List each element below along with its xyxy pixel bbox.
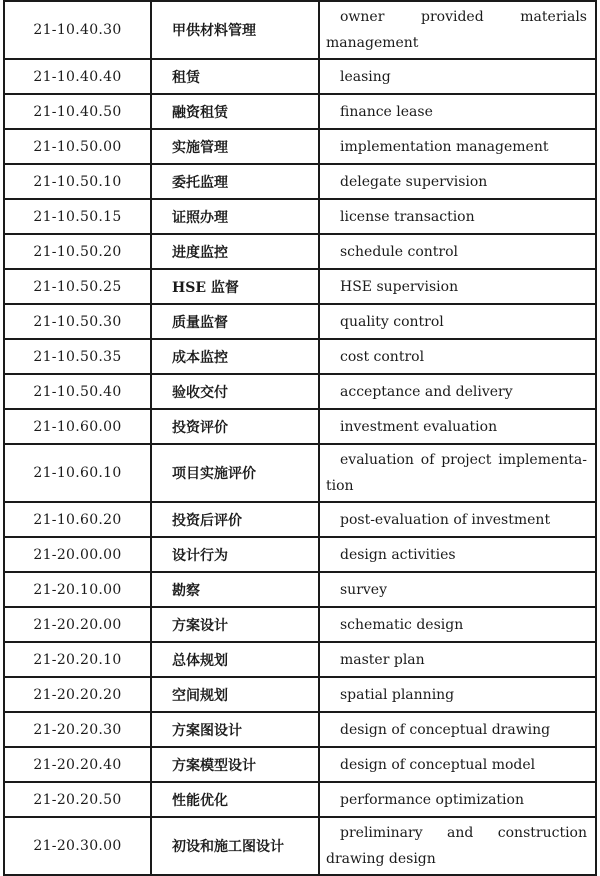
- code-cell: 21-10.60.10: [4, 444, 151, 502]
- chinese-term-cell: 总体规划: [151, 642, 319, 677]
- english-term-cell: schematic design: [319, 607, 596, 642]
- table-body: [4, 1, 596, 875]
- code-cell: 21-20.20.30: [4, 712, 151, 747]
- code-cell: 21-10.40.40: [4, 59, 151, 94]
- chinese-term-cell: 设计行为: [151, 537, 319, 572]
- code-cell: 21-10.50.25: [4, 269, 151, 304]
- english-term-cell: investment evaluation: [319, 409, 596, 444]
- code-cell: 21-20.20.10: [4, 642, 151, 677]
- chinese-term-cell: 成本监控: [151, 339, 319, 374]
- chinese-term-cell: 方案图设计: [151, 712, 319, 747]
- table-row: [4, 782, 596, 817]
- english-term-cell: preliminary and construction drawing design: [319, 817, 596, 875]
- table-row: [4, 642, 596, 677]
- table-row: [4, 129, 596, 164]
- table-row: [4, 164, 596, 199]
- table-row: [4, 339, 596, 374]
- table-row: [4, 234, 596, 269]
- english-term-cell: performance optimization: [319, 782, 596, 817]
- chinese-term-cell: 质量监督: [151, 304, 319, 339]
- english-term-cell: schedule control: [319, 234, 596, 269]
- english-term-cell: post-evaluation of investment: [319, 502, 596, 537]
- english-term-cell: leasing: [319, 59, 596, 94]
- chinese-term-cell: 投资评价: [151, 409, 319, 444]
- code-cell: 21-10.50.00: [4, 129, 151, 164]
- code-cell: 21-20.30.00: [4, 817, 151, 875]
- english-term-cell: delegate supervision: [319, 164, 596, 199]
- table-row: [4, 572, 596, 607]
- chinese-term-cell: 空间规划: [151, 677, 319, 712]
- table-row: [4, 199, 596, 234]
- code-cell: 21-10.50.15: [4, 199, 151, 234]
- chinese-term-cell: 勘察: [151, 572, 319, 607]
- code-cell: 21-20.20.00: [4, 607, 151, 642]
- code-cell: 21-10.50.20: [4, 234, 151, 269]
- english-term-cell: spatial planning: [319, 677, 596, 712]
- chinese-term-cell: 方案模型设计: [151, 747, 319, 782]
- table-row: [4, 502, 596, 537]
- code-cell: 21-10.60.20: [4, 502, 151, 537]
- english-term-cell: design of conceptual drawing: [319, 712, 596, 747]
- chinese-term-cell: 验收交付: [151, 374, 319, 409]
- code-cell: 21-20.20.20: [4, 677, 151, 712]
- table-row: [4, 677, 596, 712]
- table-row: [4, 747, 596, 782]
- code-cell: 21-10.50.40: [4, 374, 151, 409]
- english-term-cell: implementation management: [319, 129, 596, 164]
- chinese-term-cell: 项目实施评价: [151, 444, 319, 502]
- table-row: [4, 269, 596, 304]
- table-row: [4, 537, 596, 572]
- code-cell: 21-20.20.40: [4, 747, 151, 782]
- english-term-cell: acceptance and delivery: [319, 374, 596, 409]
- english-term-cell: quality control: [319, 304, 596, 339]
- chinese-term-cell: 方案设计: [151, 607, 319, 642]
- english-term-cell: master plan: [319, 642, 596, 677]
- chinese-term-cell: 融资租赁: [151, 94, 319, 129]
- code-cell: 21-10.50.10: [4, 164, 151, 199]
- english-term-cell: owner provided materials management: [319, 1, 596, 59]
- english-term-cell: design activities: [319, 537, 596, 572]
- chinese-term-cell: HSE 监督: [151, 269, 319, 304]
- table-row: [4, 607, 596, 642]
- code-cell: 21-20.20.50: [4, 782, 151, 817]
- code-cell: 21-20.10.00: [4, 572, 151, 607]
- code-cell: 21-10.40.50: [4, 94, 151, 129]
- table-row: [4, 374, 596, 409]
- code-cell: 21-10.50.35: [4, 339, 151, 374]
- chinese-term-cell: 初设和施工图设计: [151, 817, 319, 875]
- table-row: [4, 712, 596, 747]
- chinese-term-cell: 性能优化: [151, 782, 319, 817]
- table-row: [4, 304, 596, 339]
- chinese-term-cell: 进度监控: [151, 234, 319, 269]
- table-row: [4, 444, 596, 502]
- chinese-term-cell: 租赁: [151, 59, 319, 94]
- chinese-term-cell: 投资后评价: [151, 502, 319, 537]
- code-cell: 21-10.50.30: [4, 304, 151, 339]
- terminology-table: [3, 0, 597, 876]
- english-term-cell: finance lease: [319, 94, 596, 129]
- english-term-cell: HSE supervision: [319, 269, 596, 304]
- table-row: [4, 1, 596, 59]
- english-term-cell: design of conceptual model: [319, 747, 596, 782]
- table-row: [4, 94, 596, 129]
- table-row: [4, 817, 596, 875]
- chinese-term-cell: 证照办理: [151, 199, 319, 234]
- chinese-term-cell: 实施管理: [151, 129, 319, 164]
- english-term-cell: evaluation of project implementation: [319, 444, 596, 502]
- chinese-term-cell: 甲供材料管理: [151, 1, 319, 59]
- english-term-cell: cost control: [319, 339, 596, 374]
- table-row: [4, 59, 596, 94]
- code-cell: 21-10.40.30: [4, 1, 151, 59]
- table-row: [4, 409, 596, 444]
- english-term-cell: survey: [319, 572, 596, 607]
- chinese-term-cell: 委托监理: [151, 164, 319, 199]
- code-cell: 21-20.00.00: [4, 537, 151, 572]
- english-term-cell: license transaction: [319, 199, 596, 234]
- code-cell: 21-10.60.00: [4, 409, 151, 444]
